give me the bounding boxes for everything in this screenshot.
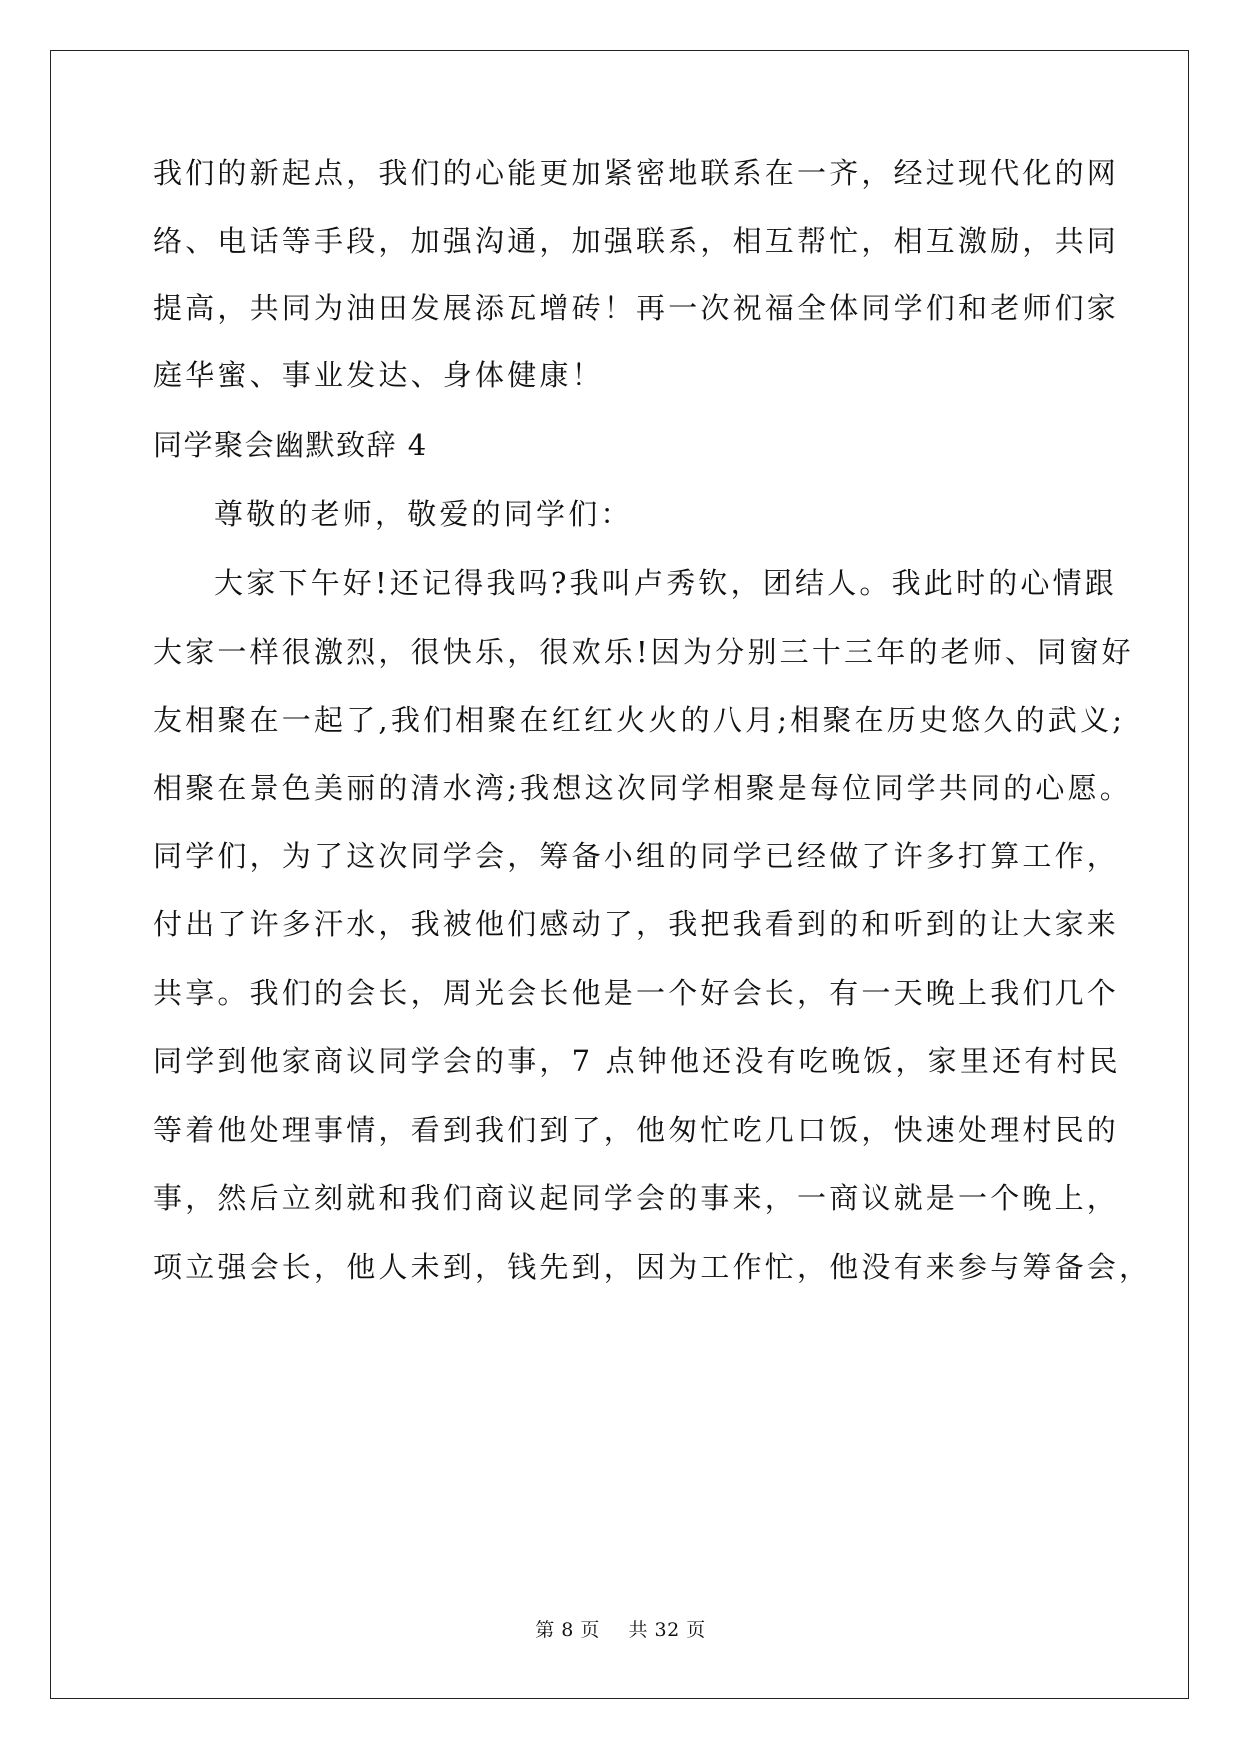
page-total: 共 32 页: [628, 1619, 706, 1641]
page-number: 第 8 页: [535, 1619, 600, 1641]
text-line-15: 等着他处理事情，看到我们到了，他匆忙吃几口饭，快速处理村民的: [153, 1113, 1120, 1147]
text-line-17: 项立强会长，他人未到，钱先到，因为工作忙，他没有来参与筹备会，: [153, 1250, 1152, 1284]
text-line-14: 同学到他家商议同学会的事，7 点钟他还没有吃晚饭，家里还有村民: [153, 1044, 1121, 1078]
text-line-11: 同学们，为了这次同学会，筹备小组的同学已经做了许多打算工作，: [153, 839, 1120, 873]
text-line-3: 提高，共同为油田发展添瓦增砖！再一次祝福全体同学们和老师们家: [153, 291, 1120, 325]
text-line-12: 付出了许多汗水，我被他们感动了，我把我看到的和听到的让大家来: [153, 907, 1120, 941]
text-line-7: 大家下午好!还记得我吗?我叫卢秀钦，团结人。我此时的心情跟: [214, 566, 1118, 600]
section-heading: 同学聚会幽默致辞 4: [153, 428, 428, 462]
text-line-9: 友相聚在一起了,我们相聚在红红火火的八月;相聚在历史悠久的武义;: [153, 703, 1126, 737]
text-line-8: 大家一样很激烈，很快乐，很欢乐!因为分别三十三年的老师、同窗好: [153, 635, 1134, 669]
text-line-4: 庭华蜜、事业发达、身体健康！: [153, 358, 604, 392]
text-line-16: 事，然后立刻就和我们商议起同学会的事来，一商议就是一个晚上，: [153, 1181, 1120, 1215]
page-footer: [0, 1618, 1241, 1642]
text-line-2: 络、电话等手段，加强沟通，加强联系，相互帮忙，相互激励，共同: [153, 224, 1120, 258]
text-line-10: 相聚在景色美丽的清水湾;我想这次同学相聚是每位同学共同的心愿。: [153, 771, 1132, 805]
salutation: 尊敬的老师，敬爱的同学们：: [214, 497, 633, 531]
text-line-13: 共享。我们的会长，周光会长他是一个好会长，有一天晚上我们几个: [153, 976, 1120, 1010]
text-line-1: 我们的新起点，我们的心能更加紧密地联系在一齐，经过现代化的网: [153, 156, 1120, 190]
